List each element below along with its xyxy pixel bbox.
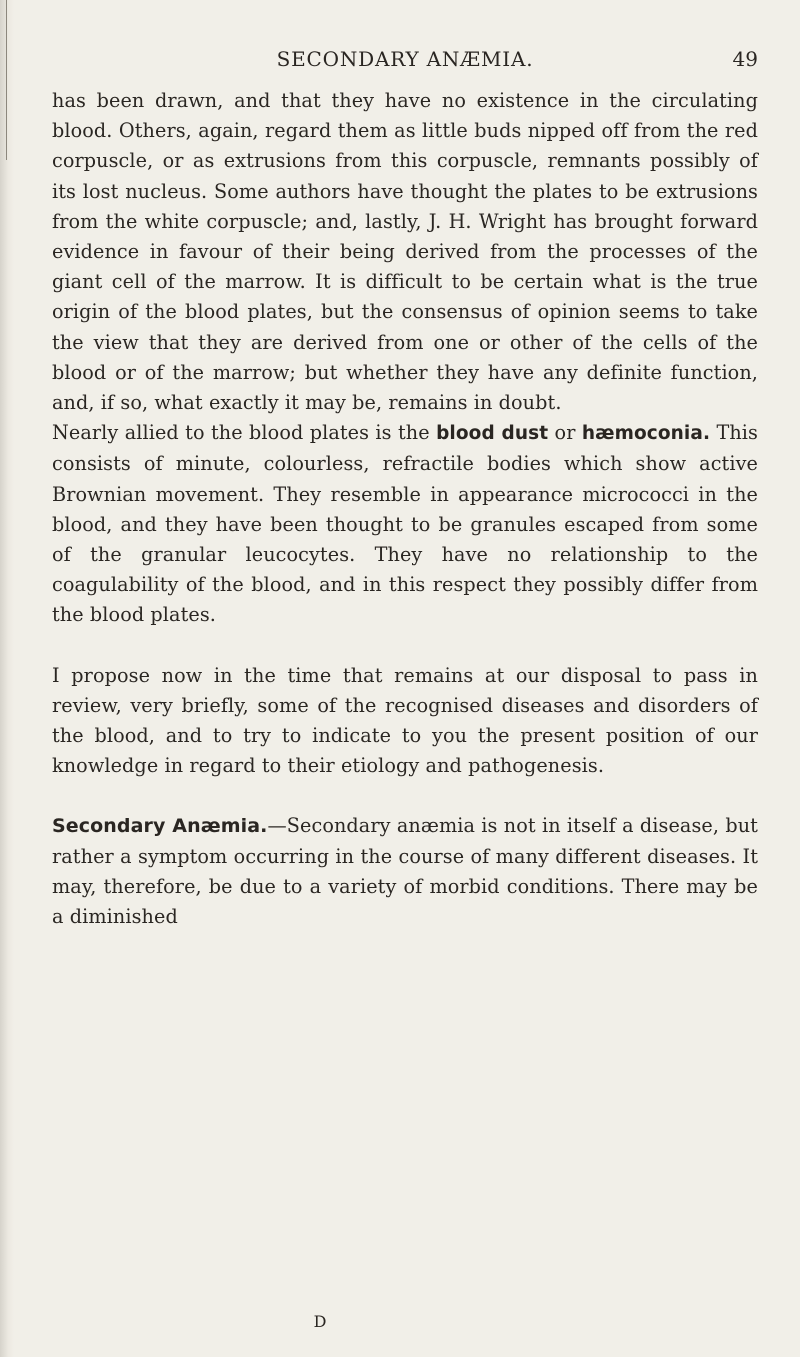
page-edge-line xyxy=(6,0,7,160)
page-number: 49 xyxy=(732,47,758,71)
signature-mark: D xyxy=(313,1312,327,1331)
paragraph-2-body: This consists of minute, colourless, refractile bodies which show active Brownian movement. They resemble in appearance micrococci in the blood, and they have been thought to be granules escaped from some of the granular leucocytes. They have no relationship to the coagulability of the blood, and in this respect they possibly differ from the blood plates. xyxy=(52,421,758,627)
paragraph-4 xyxy=(52,811,758,932)
section-heading-secondary-anaemia: Secondary Anæmia. xyxy=(52,815,268,838)
page-edge xyxy=(0,0,14,1357)
term-blood-dust: blood dust xyxy=(436,423,549,445)
section-spacer xyxy=(52,781,758,811)
paragraph-2 xyxy=(52,418,758,630)
section-spacer xyxy=(52,631,758,661)
running-head: SECONDARY ANÆMIA. xyxy=(276,47,534,71)
body-text xyxy=(52,86,758,932)
paragraph-4-body: —Secondary anæmia is not in itself a disease, but rather a symptom occurring in the course of many different diseases. It may, therefore, be due to a variety of morbid conditions. There may be a diminished xyxy=(52,814,758,929)
paragraph-1: has been drawn, and that they have no existence in the circulating blood. Others, again, regard them as little buds nipped off from the red corpuscle, or as extrusions from this corpuscle, remnants possibly of its lost nucleus. Some authors have thought the plates to be extrusions from the white corpuscle; and, lastly, J. H. Wright has brought forward evidence in favour of their being derived from the processes of the giant cell of the marrow. It is difficult to be certain what is the true origin of the blood plates, but the consensus of opinion seems to take the view that they are derived from one or other of the cells of the blood or of the marrow; but whether they have any definite function, and, if so, what exactly it may be, remains in doubt. xyxy=(52,89,758,415)
paragraph-2-lead: Nearly allied to the blood plates is the xyxy=(52,421,437,445)
page-header xyxy=(52,42,758,76)
paragraph-3: I propose now in the time that remains at our disposal to pass in review, very briefly, some of the recognised diseases and disorders of the blood, and to try to indicate to you the present position of our knowledge in regard to their etiology and pathogenesis. xyxy=(52,663,758,778)
paragraph-2-mid: or xyxy=(548,421,582,445)
term-haemoconia: hæmoconia. xyxy=(581,423,711,445)
